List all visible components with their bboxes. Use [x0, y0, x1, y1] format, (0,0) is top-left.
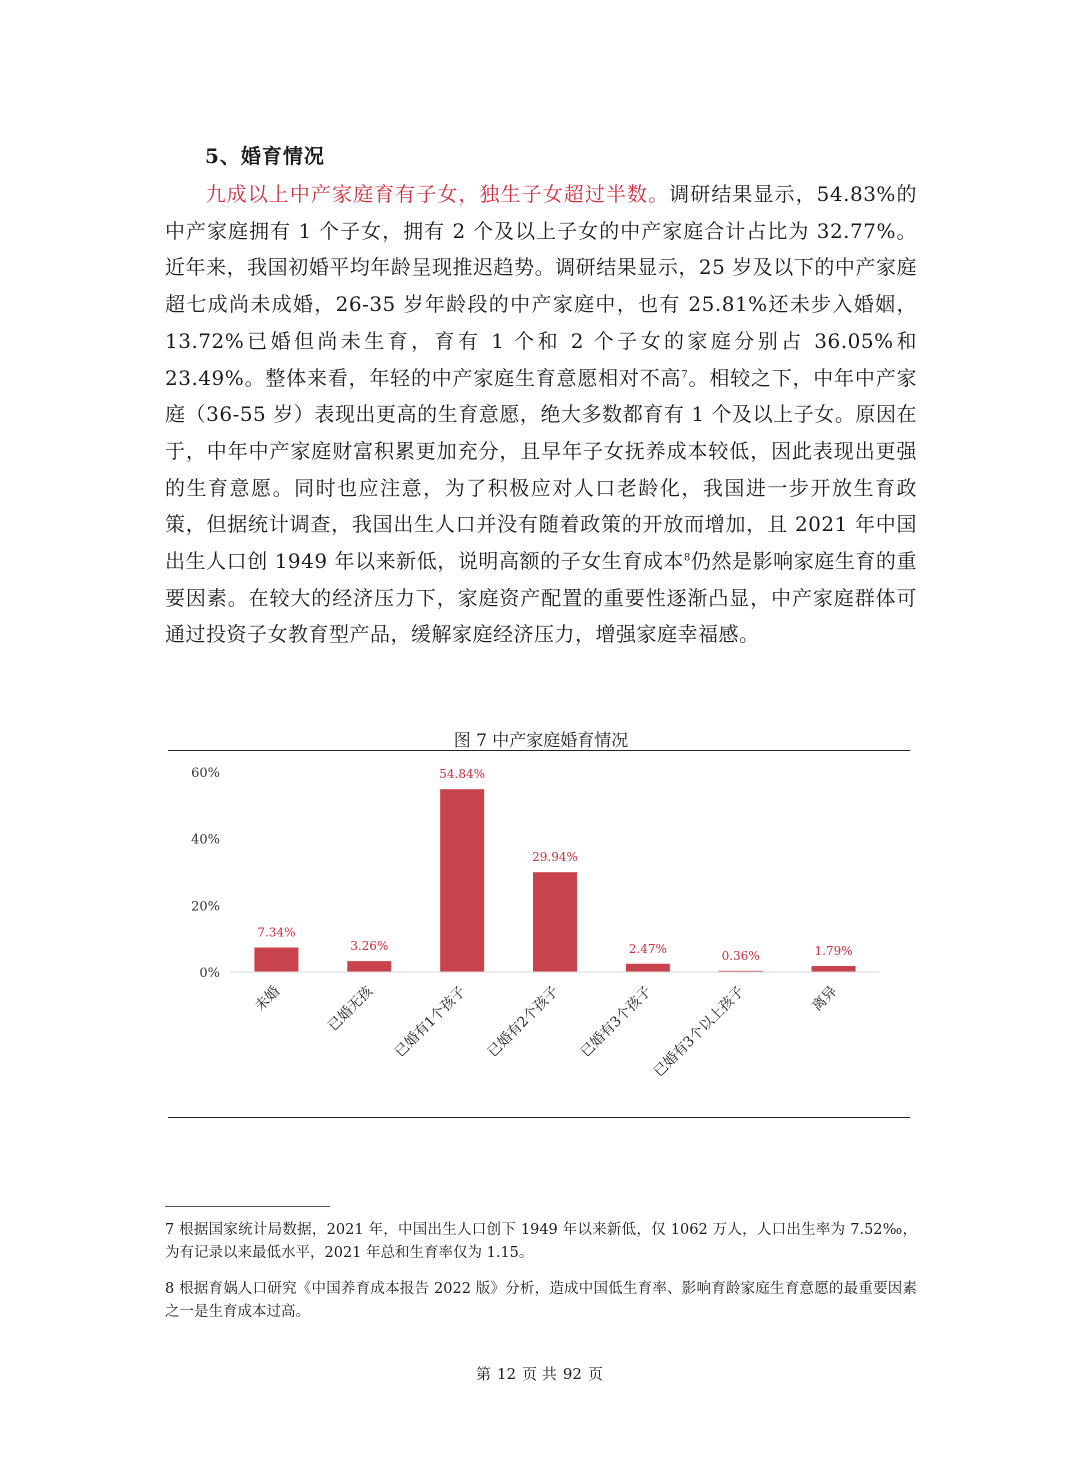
- data-label: 54.84%: [439, 767, 486, 782]
- figure-caption: 图 7 中产家庭婚育情况: [453, 731, 629, 751]
- footnote-7: [165, 1219, 917, 1265]
- data-label: 29.94%: [532, 850, 578, 865]
- x-tick-label: 已婚有1个孩子: [391, 983, 469, 1061]
- page-number: [0, 1363, 1079, 1384]
- footnote-8: [165, 1278, 917, 1324]
- footnote-number: 8: [165, 1281, 175, 1297]
- paragraph-text-2: 。相较之下，中年中产家庭（36-55 岁）表现出更高的生育意愿，绝大多数都育有 1 个及以上子女。原因在于，中年中产家庭财富积累更加充分，且早年子女抚养成本较低，因此表现出更强的生育意愿。同时也应注意，为了积极应对人口老龄化，我国进一步开放生育政策，但据统计调查，我国出生人口并没有随着政策的开放而增加，且 2021 年中国出生人口创 1949 年以来新低，说明高额的子女生育成本: [165, 365, 918, 574]
- x-tick-label: 已婚有3个孩子: [577, 983, 655, 1061]
- footnote-ref-8[interactable]: 8: [683, 552, 691, 564]
- x-tick-label: 离异: [809, 983, 841, 1015]
- x-tick-label: 未婚: [252, 983, 284, 1015]
- x-tick-label: 已婚有2个孩子: [484, 983, 562, 1061]
- footnote-text: 根据国家统计局数据，2021 年，中国出生人口创下 1949 年以来新低，仅 1062 万人，人口出生率为 7.52‰，为有记录以来最低水平，2021 年总和生育率仅为 1.15。: [165, 1222, 917, 1261]
- page-current: 12: [497, 1365, 517, 1383]
- page-total: 92: [562, 1365, 582, 1383]
- page-middle: 页 共: [522, 1365, 557, 1383]
- y-tick-label: 40%: [191, 832, 220, 848]
- footnote-number: 7: [165, 1222, 175, 1238]
- bar: [812, 966, 856, 972]
- figure-top-rule: [168, 750, 910, 751]
- section-heading: 5、婚育情况: [205, 144, 325, 168]
- data-label: 0.36%: [721, 948, 760, 963]
- y-axis: [191, 766, 220, 981]
- bar-chart: [168, 752, 910, 1114]
- x-tick-label: 已婚有3个以上孩子: [650, 983, 748, 1081]
- figure-bottom-rule: [168, 1117, 910, 1118]
- page-suffix: 页: [587, 1365, 603, 1383]
- paragraph-text-1: 调研结果显示，54.83%的中产家庭拥有 1 个子女，拥有 2 个及以上子女的中产家庭合计占比为 32.77%。近年来，我国初婚平均年龄呈现推迟趋势。调研结果显示，25 岁及以下的中产家庭超七成尚未成婚，26-35 岁年龄段的中产家庭中，也有 25.81%还未步入婚姻，13.72%已婚但尚未生育，育有 1 个和 2 个子女的家庭分别占 36.05%和 23.49%。整体来看，年轻的中产家庭生育意愿相对不高: [165, 182, 918, 390]
- data-label: 2.47%: [628, 941, 667, 956]
- y-tick-label: 20%: [191, 899, 220, 915]
- bar: [533, 872, 577, 972]
- bars-group: [254, 767, 855, 972]
- page-prefix: 第: [476, 1365, 492, 1383]
- data-label: 1.79%: [814, 944, 853, 959]
- body-paragraph: [165, 176, 917, 653]
- x-tick-label: 已婚无孩: [325, 983, 377, 1035]
- x-axis: [230, 972, 880, 1080]
- bar: [347, 961, 391, 972]
- footnote-ref-7[interactable]: 7: [681, 368, 689, 380]
- paragraph-text-3: 仍然是影响家庭生育的重要因素。在较大的经济压力下，家庭资产配置的重要性逐渐凸显，中产家庭群体可通过投资子女教育型产品，缓解家庭经济压力，增强家庭幸福感。: [165, 549, 917, 647]
- footnote-separator: [165, 1206, 330, 1207]
- data-label: 7.34%: [257, 925, 296, 940]
- footnote-text: 根据育娲人口研究《中国养育成本报告 2022 版》分析，造成中国低生育率、影响育龄家庭生育意愿的最重要因素之一是生育成本过高。: [165, 1281, 917, 1320]
- data-label: 3.26%: [350, 939, 389, 954]
- bar: [440, 789, 484, 972]
- bar: [254, 948, 298, 972]
- bar: [626, 964, 670, 972]
- y-tick-label: 0%: [199, 966, 220, 981]
- lead-sentence: 九成以上中产家庭育有子女，独生子女超过半数。: [205, 182, 670, 206]
- y-tick-label: 60%: [191, 766, 220, 781]
